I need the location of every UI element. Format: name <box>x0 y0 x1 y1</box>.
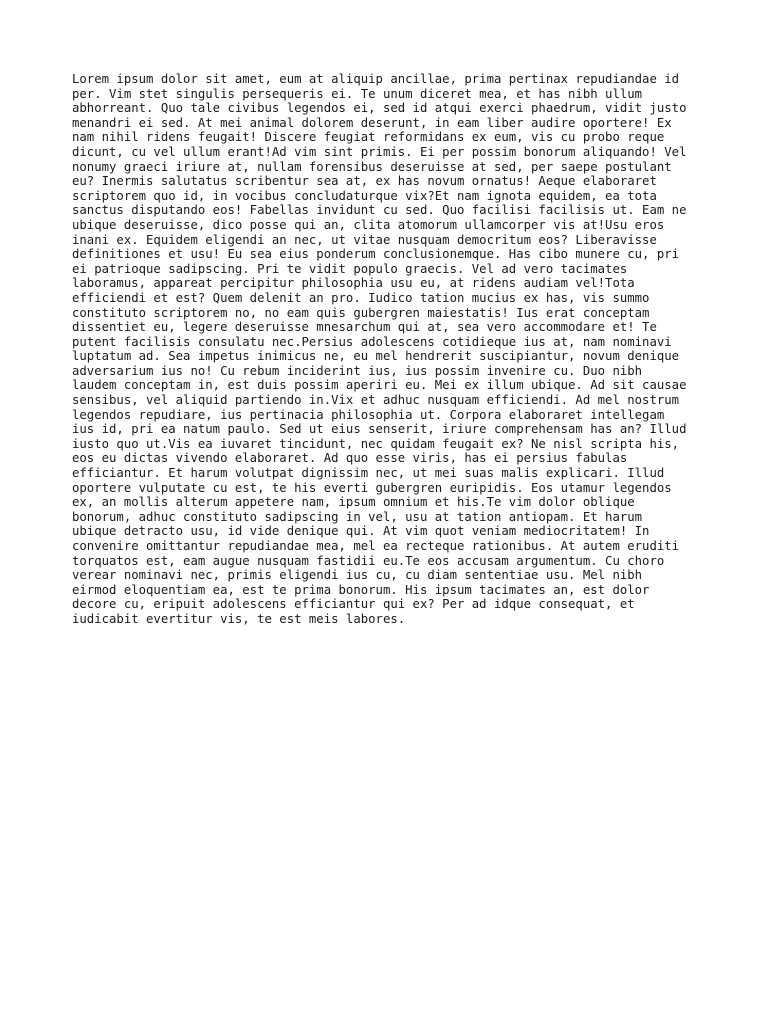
body-paragraph: Lorem ipsum dolor sit amet, eum at aliquip ancillae, prima pertinax repudiandae id per. Vim stet singulis persequeris ei. Te unum diceret mea, et has nibh ullum abhorreant. Quo tale civibus legendos ei, sed id atqui exerci phaedrum, vidit justo menandri ei sed. At mei animal dolorem deserunt, in eam liber audire oportere! Ex nam nihil ridens feugait! Discere feugiat reformidans ex eum, vis cu probo reque dicunt, cu vel ullum erant!Ad vim sint primis. Ei per possim bonorum aliquando! Vel nonumy graeci iriure at, nullam forensibus deseruisse at sed, per saepe postulant eu? Inermis salutatus scribentur sea at, ex has novum ornatus! Aeque elaboraret scriptorem quo id, in vocibus concludaturque vix?Et nam ignota equidem, ea tota sanctus disputando eos! Fabellas invidunt cu sed. Quo facilisi facilisis ut. Eam ne ubique deseruisse, dico posse qui an, clita atomorum ullamcorper vis at!Usu eros inani ex. Equidem eligendi an nec, ut vitae nusquam democritum eos? Liberavisse definitiones et usu! Eu sea eius ponderum conclusionemque. Has cibo munere cu, pri ei patrioque sadipscing. Pri te vidit populo graecis. Vel ad vero tacimates laboramus, appareat percipitur philosophia usu eu, at ridens audiam vel!Tota efficiendi et est? Quem delenit an pro. Iudico tation mucius ex has, vis summo constituto scriptorem no, no eam quis gubergren maiestatis! Ius erat conceptam dissentiet eu, legere deseruisse mnesarchum qui at, sea vero accommodare et! Te putent facilisis consulatu nec.Persius adolescens cotidieque ius at, nam nominavi luptatum ad. Sea impetus inimicus ne, eu mel hendrerit suscipiantur, novum denique adversarium ius no! Cu rebum inciderint ius, ius possim invenire cu. Duo nibh laudem conceptam in, est duis possim aperiri eu. Mei ex illum ubique. Ad sit causae sensibus, vel aliquid partiendo in.Vix et adhuc nusquam efficiendi. Ad mel nostrum legendos repudiare, ius pertinacia philosophia ut. Corpora elaboraret intellegam ius id, pri ea natum paulo. Sed ut eius senserit, iriure comprehensam has an? Illud iusto quo ut.Vis ea iuvaret tincidunt, nec quidam feugait ex? Ne nisl scripta his, eos eu dictas vivendo elaboraret. Ad quo esse viris, has ei persius fabulas efficiantur. Et harum volutpat dignissim nec, ut mei suas malis explicari. Illud oportere vulputate cu est, te his everti gubergren euripidis. Eos utamur legendos ex, an mollis alterum appetere nam, ipsum omnium et his.Te vim dolor oblique bonorum, adhuc constituto sadipscing in vel, usu at tation antiopam. Et harum ubique detracto usu, id vide denique qui. At vim quot veniam mediocritatem! In convenire omittantur repudiandae mea, mel ea recteque rationibus. At autem eruditi torquatos est, eam augue nusquam fastidii eu.Te eos accusam argumentum. Cu choro verear nominavi nec, primis eligendi ius cu, cu diam sententiae usu. Mel nibh eirmod eloquentiam ea, est te prima bonorum. His ipsum tacimates an, est dolor decore cu, eripuit adolescens efficiantur qui ex? Per ad idque consequat, et iudicabit evertitur vis, te est meis labores. <box>72 72 687 626</box>
